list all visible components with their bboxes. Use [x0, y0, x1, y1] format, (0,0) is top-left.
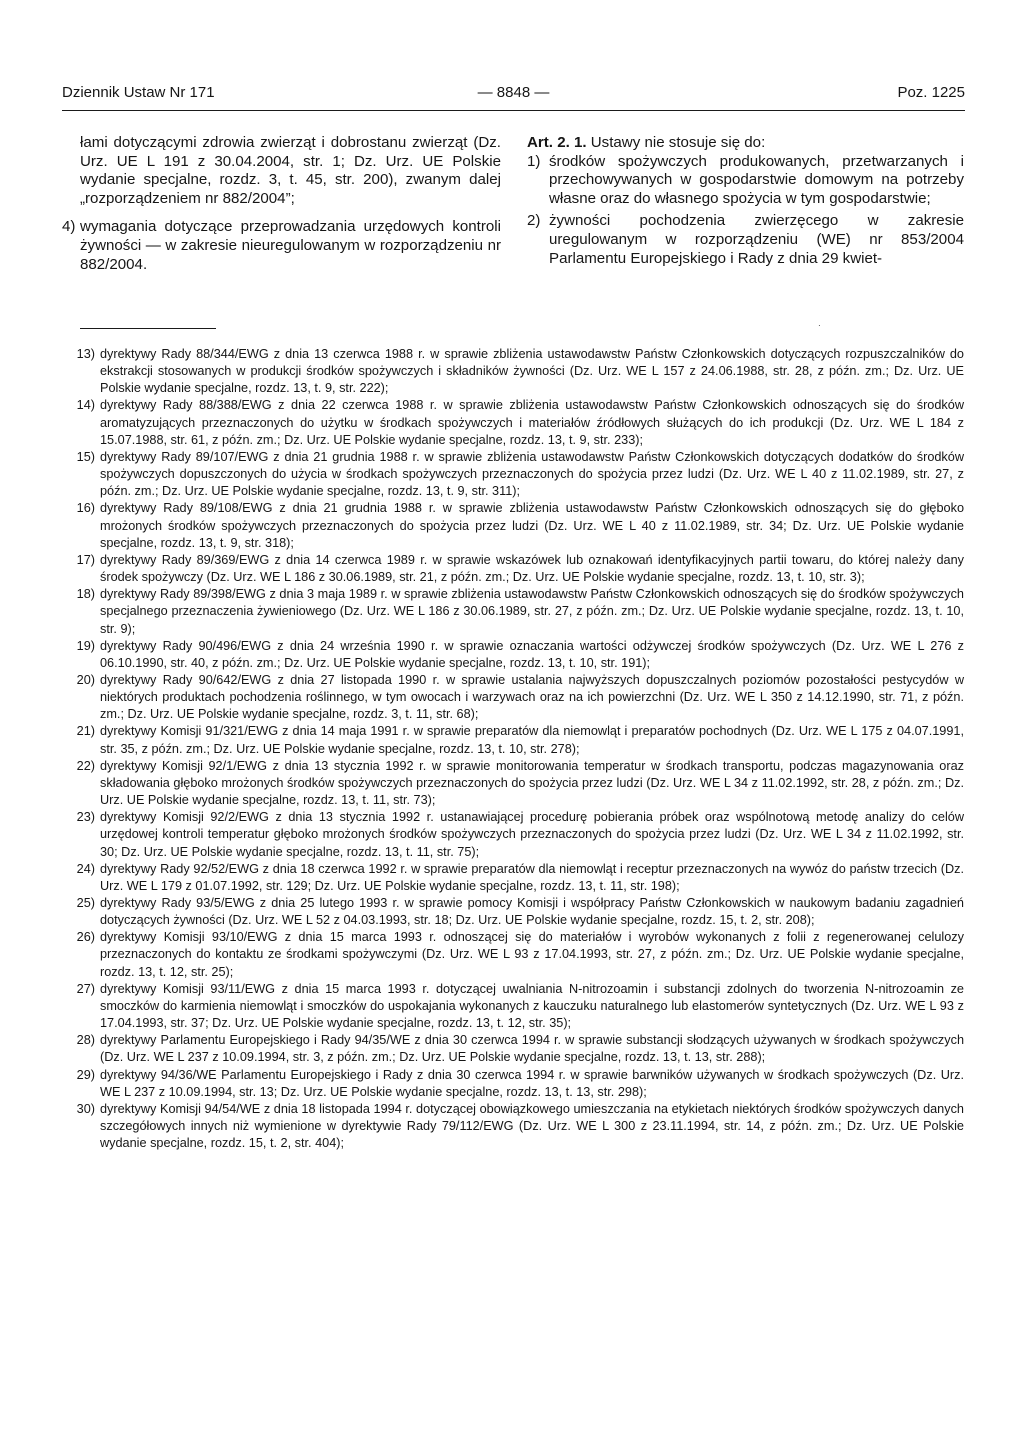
footnote-text: dyrektywy Parlamentu Europejskiego i Rady 94/35/WE z dnia 30 czerwca 1994 r. w sprawie substancji słodzących używanych w środkach spożywczych (Dz. Urz. WE L 237 z 10.09.1994, str. 3, z późn. zm.; Dz. Urz. UE Polskie wydanie specjalne, rozdz. 13, t. 13, str. 288);	[100, 1033, 964, 1065]
footnote	[62, 723, 964, 757]
footnote	[62, 638, 964, 672]
footnote	[62, 1101, 964, 1152]
list-item-number: 1)	[527, 152, 541, 170]
footnotes-list	[62, 346, 964, 1152]
footnote-number: 19)	[76, 638, 95, 653]
footnote-text: dyrektywy Komisji 94/54/WE z dnia 18 listopada 1994 r. dotyczącej obowiązkowego umieszczania na etykietach niektórych środków spożywczych danych szczegółowych innych niż wymienione w dyrektywie Rady 79/112/EWG (Dz. Urz. WE L 300 z 23.11.1994, str. 14, z późn. zm.; Dz. Urz. UE Polskie wydanie specjalne, rozdz. 15, t. 2, str. 404);	[100, 1101, 964, 1151]
footnote-number: 13)	[76, 347, 95, 361]
list-item-text: środków spożywczych produkowanych, przetwarzanych i przechowywanych w gospodarstwie domowym na potrzeby własne oraz do własnego spożycia w tym gospodarstwie;	[549, 152, 964, 207]
footnote-number: 23)	[76, 810, 95, 825]
list-item-number: 2)	[527, 212, 541, 230]
footnote-number: 25)	[76, 896, 95, 910]
footnote-text: dyrektywy Komisji 92/2/EWG z dnia 13 stycznia 1992 r. ustanawiającej procedurę pobierania próbek oraz wspólnotową metodę analizy do celów urzędowej kontroli temperatur głęboko mrożonych środków spożywczych przeznaczonych do spożycia przez ludzi (Dz. Urz. WE L 34 z 11.02.1992, str. 30; Dz. Urz. UE Polskie wydanie specjalne, rozdz. 13, t. 11, str. 75);	[100, 810, 964, 859]
stray-mark: ·	[818, 321, 821, 330]
footnote	[62, 809, 964, 860]
page-header	[62, 84, 965, 108]
article-label: Art. 2. 1.	[527, 134, 587, 151]
footnote	[62, 861, 964, 895]
footnote	[62, 1067, 964, 1101]
position-number: Poz. 1225	[897, 84, 965, 101]
footnote-number: 18)	[76, 587, 95, 602]
footnote-number: 20)	[76, 672, 95, 687]
list-item-2	[527, 212, 964, 268]
footnote-number: 24)	[76, 861, 95, 876]
footnote-text: dyrektywy Komisji 93/11/EWG z dnia 15 marca 1993 r. dotyczącej uwalniania N-nitrozoamin i substancji zdolnych do tworzenia N-nitrozoamin ze smoczków do karmienia niemowląt i smoczków do uspokajania wykonanych z kauczuku naturalnego lub elastomerów syntetycznych (Dz. Urz. WE L 93 z 17.04.1993, str. 37; Dz. Urz. UE Polskie wydanie specjalne, rozdz. 13, t. 12, str. 35);	[100, 981, 964, 1031]
footnote-text: dyrektywy Komisji 93/10/EWG z dnia 15 marca 1993 r. odnoszącej się do materiałów i wyrobów wykonanych z folii z regenerowanej celulozy przeznaczonych do kontaktu ze środkami spożywczymi (Dz. Urz. WE L 93 z 17.04.1993, str. 27, z późn. zm.; Dz. Urz. UE Polskie wydanie specjalne, rozdz. 13, t. 12, str. 25);	[100, 930, 964, 979]
footnote-number: 16)	[76, 501, 95, 516]
footnote-number: 28)	[76, 1033, 95, 1048]
footnote	[62, 449, 964, 500]
footnote-text: dyrektywy Rady 90/642/EWG z dnia 27 listopada 1990 r. w sprawie ustalania najwyższych dopuszczalnych poziomów pozostałości pestycydów w niektórych produktach pochodzenia roślinnego, w tym owocach i warzywach oraz na ich powierzchni (Dz. Urz. WE L 350 z 14.12.1990, str. 71, z późn. zm.; Dz. Urz. UE Polskie wydanie specjalne, rozdz. 3, t. 11, str. 68);	[100, 672, 964, 722]
list-item-1	[527, 153, 964, 209]
footnote	[62, 500, 964, 551]
footnote	[62, 895, 964, 929]
footnote-text: dyrektywy 94/36/WE Parlamentu Europejskiego i Rady z dnia 30 czerwca 1994 r. w sprawie barwników używanych w środkach spożywczych (Dz. Urz. WE L 237 z 10.09.1994, str. 13; Dz. Urz. UE Polskie wydanie specjalne, rozdz. 13, t. 13, str. 298);	[100, 1067, 964, 1099]
list-item-4	[62, 218, 501, 274]
page-number: — 8848 —	[477, 84, 550, 101]
footnote-text: dyrektywy Rady 88/388/EWG z dnia 22 czerwca 1988 r. w sprawie zbliżenia ustawodawstw Państw Członkowskich odnoszących się do środków aromatyzujących przeznaczonych do użytku w środkach spożywczych i materiałów źródłowych służących do ich produkcji (Dz. Urz. WE L 184 z 15.07.1988, str. 61, z późn. zm.; Dz. Urz. UE Polskie wydanie specjalne, rozdz. 13, t. 9, str. 233);	[100, 398, 964, 447]
article-text: Ustawy nie stosuje się do:	[590, 134, 766, 151]
list-item-text: żywności pochodzenia zwierzęcego w zakresie uregulowanym w rozporządzeniu (WE) nr 853/2004 Parlamentu Europejskiego i Rady z dnia 29 kwiet-	[549, 212, 964, 267]
footnote-text: dyrektywy Komisji 91/321/EWG z dnia 14 maja 1991 r. w sprawie preparatów dla niemowląt i preparatów pochodnych (Dz. Urz. WE L 175 z 04.07.1991, str. 35, z późn. zm.; Dz. Urz. UE Polskie wydanie specjalne, rozdz. 13, t. 10, str. 278);	[100, 724, 964, 756]
footnote	[62, 346, 964, 397]
footnote-divider	[80, 328, 216, 329]
footnote-number: 15)	[76, 449, 95, 464]
journal-title: Dziennik Ustaw Nr 171	[62, 84, 215, 101]
footnote-number: 30)	[76, 1101, 95, 1116]
left-column	[62, 134, 501, 274]
footnote-text: dyrektywy Komisji 92/1/EWG z dnia 13 stycznia 1992 r. w sprawie monitorowania temperatur w środkach transportu, podczas magazynowania oraz składowania głęboko mrożonych środków spożywczych przeznaczonych do spożycia przez ludzi (Dz. Urz. WE L 34 z 11.02.1992, str. 28, z późn. zm.; Dz. Urz. UE Polskie wydanie specjalne, rozdz. 13, t. 11, str. 73);	[100, 758, 964, 808]
footnote-number: 21)	[76, 724, 95, 739]
footnote-text: dyrektywy Rady 89/369/EWG z dnia 14 czerwca 1989 r. w sprawie wskazówek lub oznakowań identyfikacyjnych partii towaru, do której należy dany środek spożywczy (Dz. Urz. WE L 186 z 30.06.1989, str. 21, z późn. zm.; Dz. Urz. UE Polskie wydanie specjalne, rozdz. 13, t. 10, str. 3);	[100, 552, 964, 585]
footnote-number: 29)	[76, 1067, 95, 1082]
footnote	[62, 552, 964, 586]
footnote	[62, 929, 964, 980]
footnote	[62, 586, 964, 637]
header-divider	[62, 110, 965, 111]
footnote-text: dyrektywy Rady 88/344/EWG z dnia 13 czerwca 1988 r. w sprawie zbliżenia ustawodawstw Państw Członkowskich dotyczących rozpuszczalników do ekstrakcji stosowanych w produkcji środków spożywczych i składników żywności (Dz. Urz. WE L 157 z 24.06.1988, str. 28, z późn. zm.; Dz. Urz. UE Polskie wydanie specjalne, rozdz. 13, t. 9, str. 222);	[100, 347, 964, 396]
footnote-text: dyrektywy Rady 90/496/EWG z dnia 24 września 1990 r. w sprawie oznaczania wartości odżywczej środków spożywczych (Dz. Urz. WE L 276 z 06.10.1990, str. 40, z późn. zm.; Dz. Urz. UE Polskie wydanie specjalne, rozdz. 13, t. 10, str. 191);	[100, 638, 964, 670]
footnote-text: dyrektywy Rady 92/52/EWG z dnia 18 czerwca 1992 r. w sprawie preparatów dla niemowląt i receptur przeznaczonych na wywóz do państw trzecich (Dz. Urz. WE L 179 z 01.07.1992, str. 129; Dz. Urz. UE Polskie wydanie specjalne, rozdz. 13, t. 11, str. 198);	[100, 861, 964, 893]
article-heading	[527, 134, 964, 153]
footnote	[62, 1032, 964, 1066]
list-item-text: wymagania dotyczące przeprowadzania urzędowych kontroli żywności — w zakresie nieuregulowanym w rozporządzeniu nr 882/2004.	[80, 218, 501, 273]
footnote-text: dyrektywy Rady 89/398/EWG z dnia 3 maja 1989 r. w sprawie zbliżenia ustawodawstw Państw Członkowskich odnoszących się do środków spożywczych specjalnego przeznaczenia żywieniowego (Dz. Urz. WE L 186 z 30.06.1989, str. 27, z późn. zm.; Dz. Urz. UE Polskie wydanie specjalne, rozdz. 13, t. 10, str. 9);	[100, 587, 964, 636]
footnote-number: 14)	[76, 398, 95, 413]
footnote-number: 26)	[76, 930, 95, 945]
footnote-number: 27)	[76, 981, 95, 996]
footnote-text: dyrektywy Rady 89/107/EWG z dnia 21 grudnia 1988 r. w sprawie zbliżenia ustawodawstw Państw Członkowskich dotyczących dodatków do środków spożywczych dopuszczonych do użycia w środkach spożywczych przeznaczonych do spożycia przez ludzi (Dz. Urz. WE L 40 z 11.02.1989, str. 27, z późn. zm.; Dz. Urz. UE Polskie wydanie specjalne, rozdz. 13, t. 9, str. 311);	[100, 449, 964, 499]
list-item-number: 4)	[62, 218, 76, 236]
footnote-text: dyrektywy Rady 89/108/EWG z dnia 21 grudnia 1988 r. w sprawie zbliżenia ustawodawstw Państw Członkowskich odnoszących się do głęboko mrożonych środków spożywczych przeznaczonych do spożycia przez ludzi (Dz. Urz. WE L 40 z 11.02.1989, str. 34; Dz. Urz. UE Polskie wydanie specjalne, rozdz. 13, t. 9, str. 318);	[100, 501, 964, 550]
footnote-text: dyrektywy Rady 93/5/EWG z dnia 25 lutego 1993 r. w sprawie pomocy Komisji i współpracy Państw Członkowskich w naukowym badaniu zagadnień dotyczących żywności (Dz. Urz. WE L 52 z 04.03.1993, str. 18; Dz. Urz. UE Polskie wydanie specjalne, rozdz. 15, t. 2, str. 208);	[100, 896, 964, 928]
footnote	[62, 981, 964, 1032]
footnote	[62, 672, 964, 723]
footnote-number: 22)	[76, 758, 95, 773]
footnote-number: 17)	[76, 552, 95, 567]
right-column	[527, 134, 964, 268]
continuation-paragraph: łami dotyczącymi zdrowia zwierząt i dobrostanu zwierząt (Dz. Urz. UE L 191 z 30.04.2004, str. 1; Dz. Urz. UE Polskie wydanie specjalne, rozdz. 3, t. 45, str. 200), zwanym dalej „rozporządzeniem nr 882/2004”;	[80, 134, 501, 207]
footnote	[62, 758, 964, 809]
footnote	[62, 397, 964, 448]
